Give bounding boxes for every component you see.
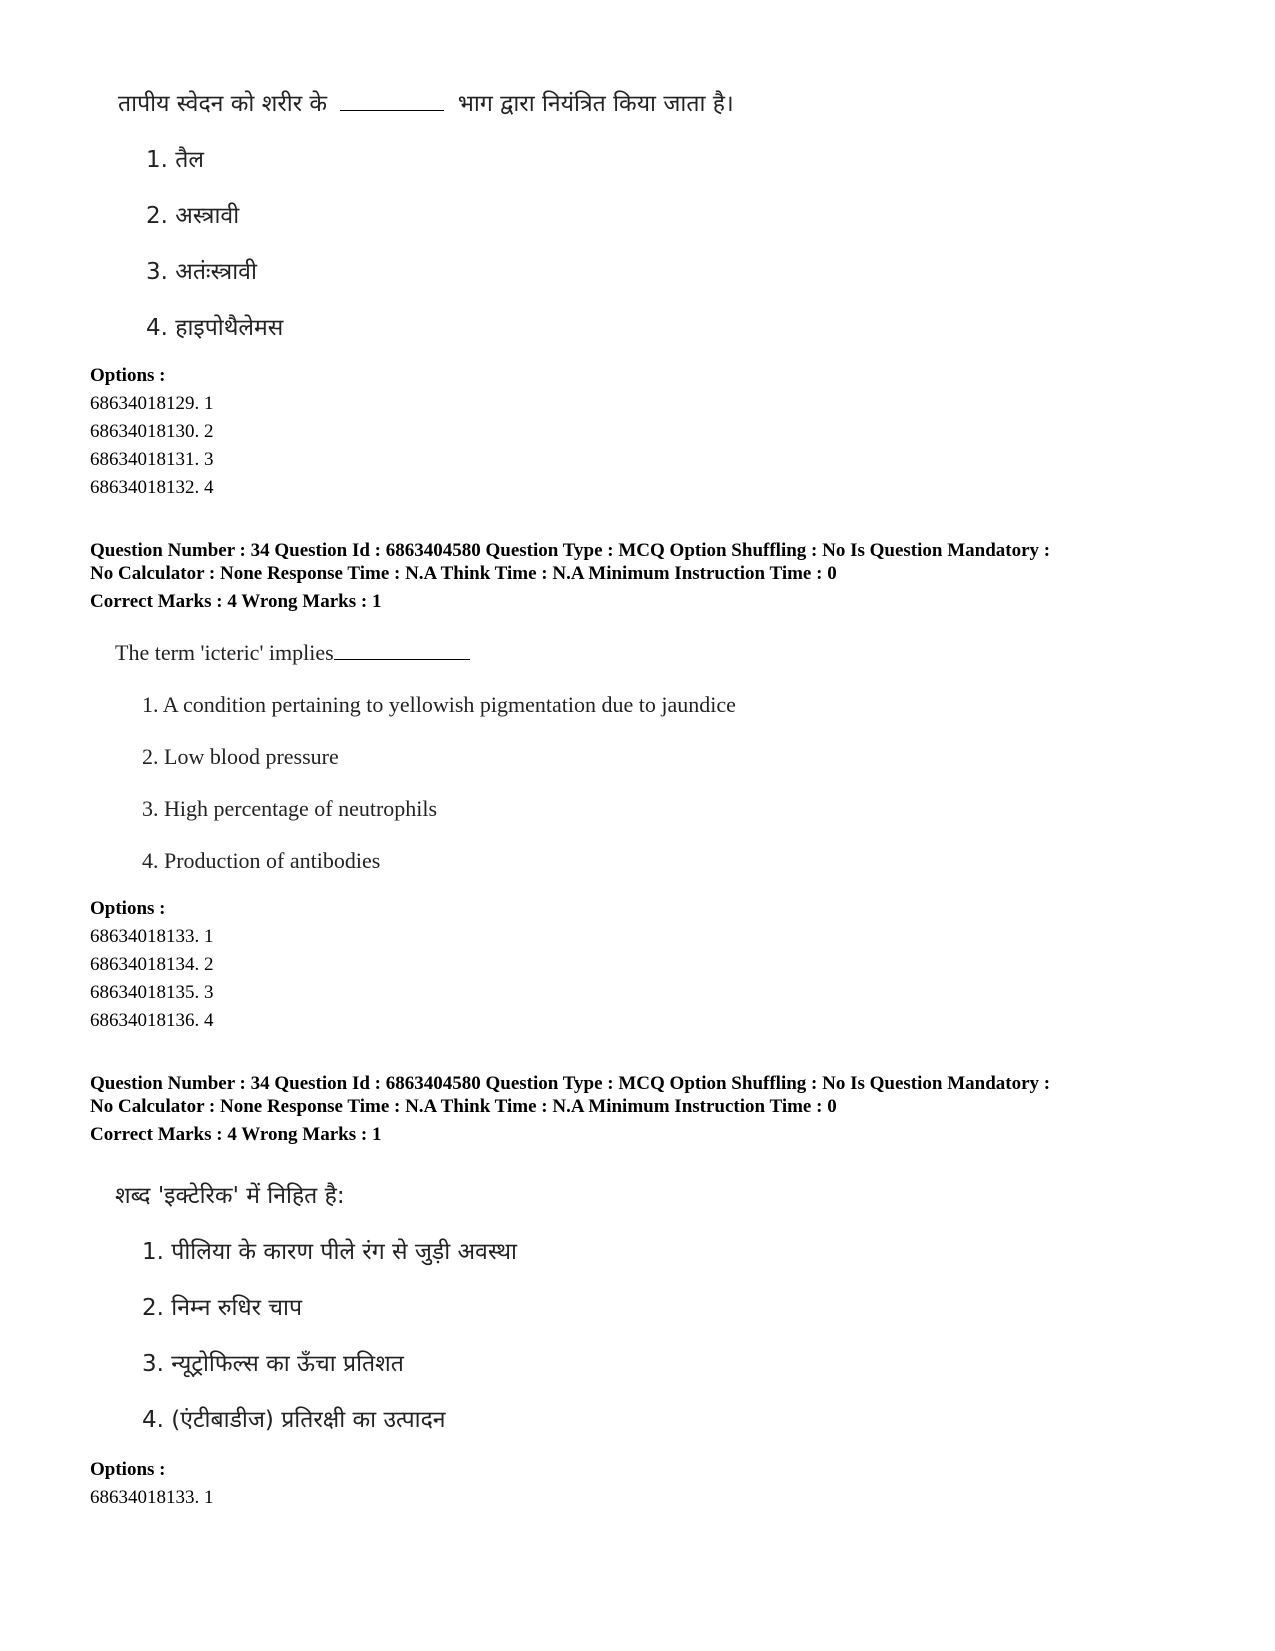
question-text-hindi-1 xyxy=(118,86,734,118)
options-label: Options : xyxy=(90,898,166,919)
choice-2: 2. निम्न रुधिर चाप xyxy=(142,1295,303,1321)
question-marks: Correct Marks : 4 Wrong Marks : 1 xyxy=(90,1124,382,1145)
question-marks: Correct Marks : 4 Wrong Marks : 1 xyxy=(90,591,382,612)
option-id-line: 68634018129. 1 xyxy=(90,393,214,414)
options-label: Options : xyxy=(90,365,166,386)
option-id-line: 68634018131. 3 xyxy=(90,449,214,470)
choice-4: 4. Production of antibodies xyxy=(142,848,381,873)
option-id-line: 68634018132. 4 xyxy=(90,477,214,498)
option-id-line: 68634018136. 4 xyxy=(90,1010,214,1031)
question-text-english xyxy=(115,640,470,666)
question-text: The term 'icteric' implies xyxy=(115,640,334,665)
option-id-line: 68634018135. 3 xyxy=(90,982,214,1003)
choice-1: 1. तैल xyxy=(146,147,204,173)
option-id-line: 68634018133. 1 xyxy=(90,926,214,947)
option-id-line: 68634018130. 2 xyxy=(90,421,214,442)
option-id-line: 68634018134. 2 xyxy=(90,954,214,975)
choice-2: 2. Low blood pressure xyxy=(142,744,339,769)
choice-1: 1. A condition pertaining to yellowish pigmentation due to jaundice xyxy=(142,692,736,717)
question-meta-line-1: Question Number : 34 Question Id : 6863404580 Question Type : MCQ Option Shuffling : No Is Question Mandatory : xyxy=(90,1073,1051,1094)
question-text-after-blank: भाग द्वारा नियंत्रित किया जाता है। xyxy=(457,91,734,117)
question-text-before-blank: तापीय स्वेदन को शरीर के xyxy=(118,91,328,117)
question-meta-line-2: No Calculator : None Response Time : N.A Think Time : N.A Minimum Instruction Time : 0 xyxy=(90,1096,837,1117)
choice-3: 3. अतंःस्त्रावी xyxy=(146,259,257,285)
options-label: Options : xyxy=(90,1459,166,1480)
choice-1: 1. पीलिया के कारण पीले रंग से जुड़ी अवस्था xyxy=(142,1239,517,1265)
choice-4: 4. (एंटीबाडीज) प्रतिरक्षी का उत्पादन xyxy=(142,1407,446,1433)
choice-2: 2. अस्त्रावी xyxy=(146,203,240,229)
option-id-line: 68634018133. 1 xyxy=(90,1487,214,1508)
choice-4: 4. हाइपोथैलेमस xyxy=(146,315,284,341)
question-text-hindi: शब्द 'इक्टेरिक' में निहित है: xyxy=(115,1183,345,1209)
question-meta-line-2: No Calculator : None Response Time : N.A Think Time : N.A Minimum Instruction Time : 0 xyxy=(90,563,837,584)
choice-3: 3. न्यूट्रोफिल्स का ऊँचा प्रतिशत xyxy=(142,1351,404,1377)
answer-blank xyxy=(340,110,444,111)
question-meta-line-1: Question Number : 34 Question Id : 6863404580 Question Type : MCQ Option Shuffling : No Is Question Mandatory : xyxy=(90,540,1051,561)
answer-blank xyxy=(334,659,470,660)
choice-3: 3. High percentage of neutrophils xyxy=(142,796,438,821)
